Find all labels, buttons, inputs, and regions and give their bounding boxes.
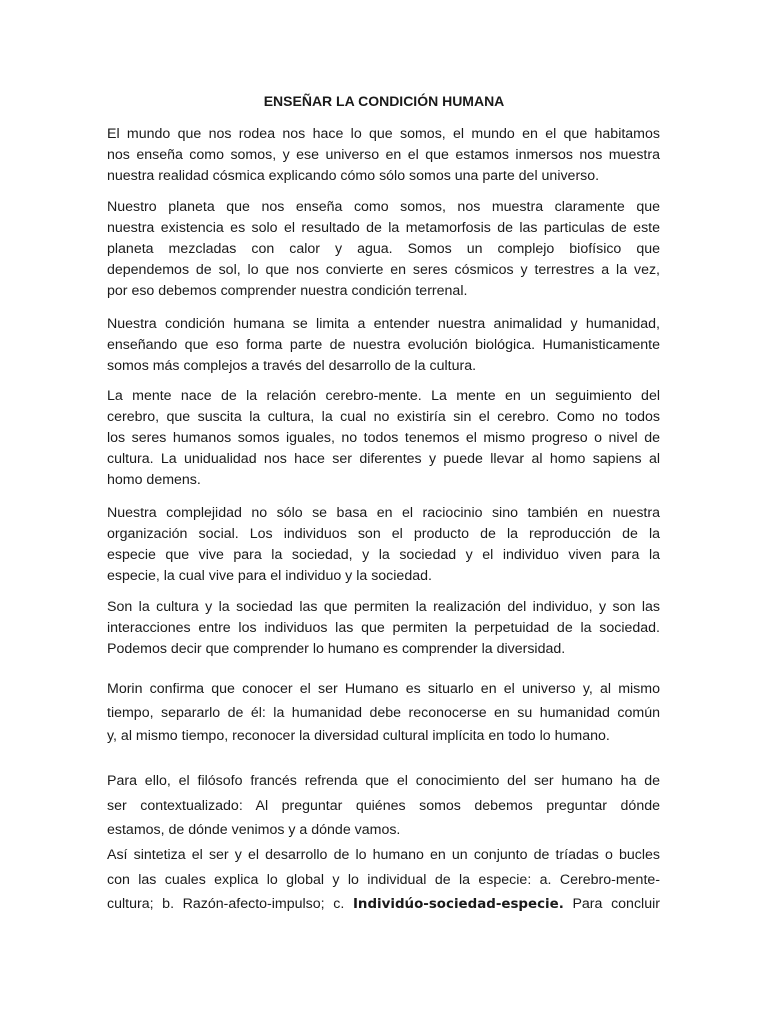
paragraph-9	[107, 843, 660, 918]
text-run: cultura; b. Razón-afecto-impulso; c.	[107, 896, 345, 912]
paragraph-line: La mente nace de la relación cerebro-mente. La mente en un seguimiento del	[107, 388, 660, 404]
paragraph-line: con las cuales explica lo global y lo individual de la especie: a. Cerebro-mente-	[107, 871, 660, 888]
paragraph-line: Podemos decir que comprender lo humano es comprender la diversidad.	[107, 641, 566, 657]
paragraph-line: Nuestra complejidad no sólo se basa en el raciocinio sino también en nuestra	[107, 505, 660, 521]
paragraph-line: los seres humanos somos iguales, no todos tenemos el mismo progreso o nivel de	[107, 430, 660, 446]
paragraph-7	[107, 678, 660, 749]
paragraph-line: cultura. La unidualidad nos hace ser diferentes y puede llevar al homo sapiens al	[107, 451, 660, 467]
document-title: ENSEÑAR LA CONDICIÓN HUMANA	[263, 93, 505, 109]
paragraph-line: planeta mezcladas con calor y agua. Somos un complejo biofísico que	[107, 241, 660, 257]
paragraph-6	[107, 597, 660, 660]
paragraph-5	[107, 503, 660, 587]
paragraph-line: estamos, de dónde venimos y a dónde vamos.	[107, 822, 401, 838]
paragraph-line: interacciones entre los individuos las que permiten la perpetuidad de la sociedad.	[107, 620, 660, 636]
paragraph-line: enseñando que eso forma parte de nuestra evolución biológica. Humanisticamente	[107, 337, 660, 353]
paragraph-line: Son la cultura y la sociedad las que permiten la realización del individuo, y son las	[107, 599, 660, 615]
paragraph-line: El mundo que nos rodea nos hace lo que somos, el mundo en el que habitamos	[107, 126, 660, 142]
paragraph-8	[107, 769, 660, 843]
bold-text-run: Individúo-sociedad-especie.	[352, 897, 564, 912]
paragraph-3	[107, 314, 660, 377]
paragraph-1	[107, 124, 660, 187]
paragraph-line: por eso debemos comprender nuestra condición terrenal.	[107, 283, 468, 299]
paragraph-2	[107, 197, 660, 302]
paragraph-line: Así sintetiza el ser y el desarrollo de lo humano en un conjunto de tríadas o bucles	[107, 847, 660, 863]
paragraph-line: Para ello, el filósofo francés refrenda que el conocimiento del ser humano ha de	[107, 773, 660, 789]
paragraph-line: homo demens.	[107, 472, 201, 488]
paragraph-line: especie, la cual vive para el individuo y la sociedad.	[107, 568, 432, 584]
paragraph-4	[107, 386, 660, 491]
paragraph-line-mixed	[107, 892, 660, 918]
paragraph-line: dependemos de sol, lo que nos convierte en seres cósmicos y terrestres a la vez,	[107, 262, 660, 278]
paragraph-line: nuestra existencia es solo el resultado de la metamorfosis de las particulas de este	[107, 220, 660, 236]
paragraph-line: Morin confirma que conocer el ser Humano es situarlo en el universo y, al mismo	[107, 681, 660, 697]
paragraph-line: tiempo, separarlo de él: la humanidad debe reconocerse en su humanidad común	[107, 704, 660, 721]
paragraph-line: cerebro, que suscita la cultura, la cual no existiría sin el cerebro. Como no todos	[107, 409, 660, 425]
paragraph-line: y, al mismo tiempo, reconocer la diversidad cultural implícita en todo lo humano.	[107, 728, 610, 744]
paragraph-line: somos más complejos a través del desarrollo de la cultura.	[107, 358, 477, 374]
paragraph-line: ser contextualizado: Al preguntar quiénes somos debemos preguntar dónde	[107, 797, 660, 814]
paragraph-line: nos enseña como somos, y ese universo en el que estamos inmersos nos muestra	[107, 147, 660, 163]
paragraph-line: Nuestro planeta que nos enseña como somos, nos muestra claramente que	[107, 199, 660, 215]
text-run: Para concluir	[572, 896, 660, 912]
paragraph-line: especie que vive para la sociedad, y la sociedad y el individuo viven para la	[107, 547, 660, 563]
paragraph-line: organización social. Los individuos son el producto de la reproducción de la	[107, 526, 660, 542]
paragraph-line: nuestra realidad cósmica explicando cómo sólo somos una parte del universo.	[107, 168, 600, 184]
paragraph-line: Nuestra condición humana se limita a entender nuestra animalidad y humanidad,	[107, 316, 660, 332]
